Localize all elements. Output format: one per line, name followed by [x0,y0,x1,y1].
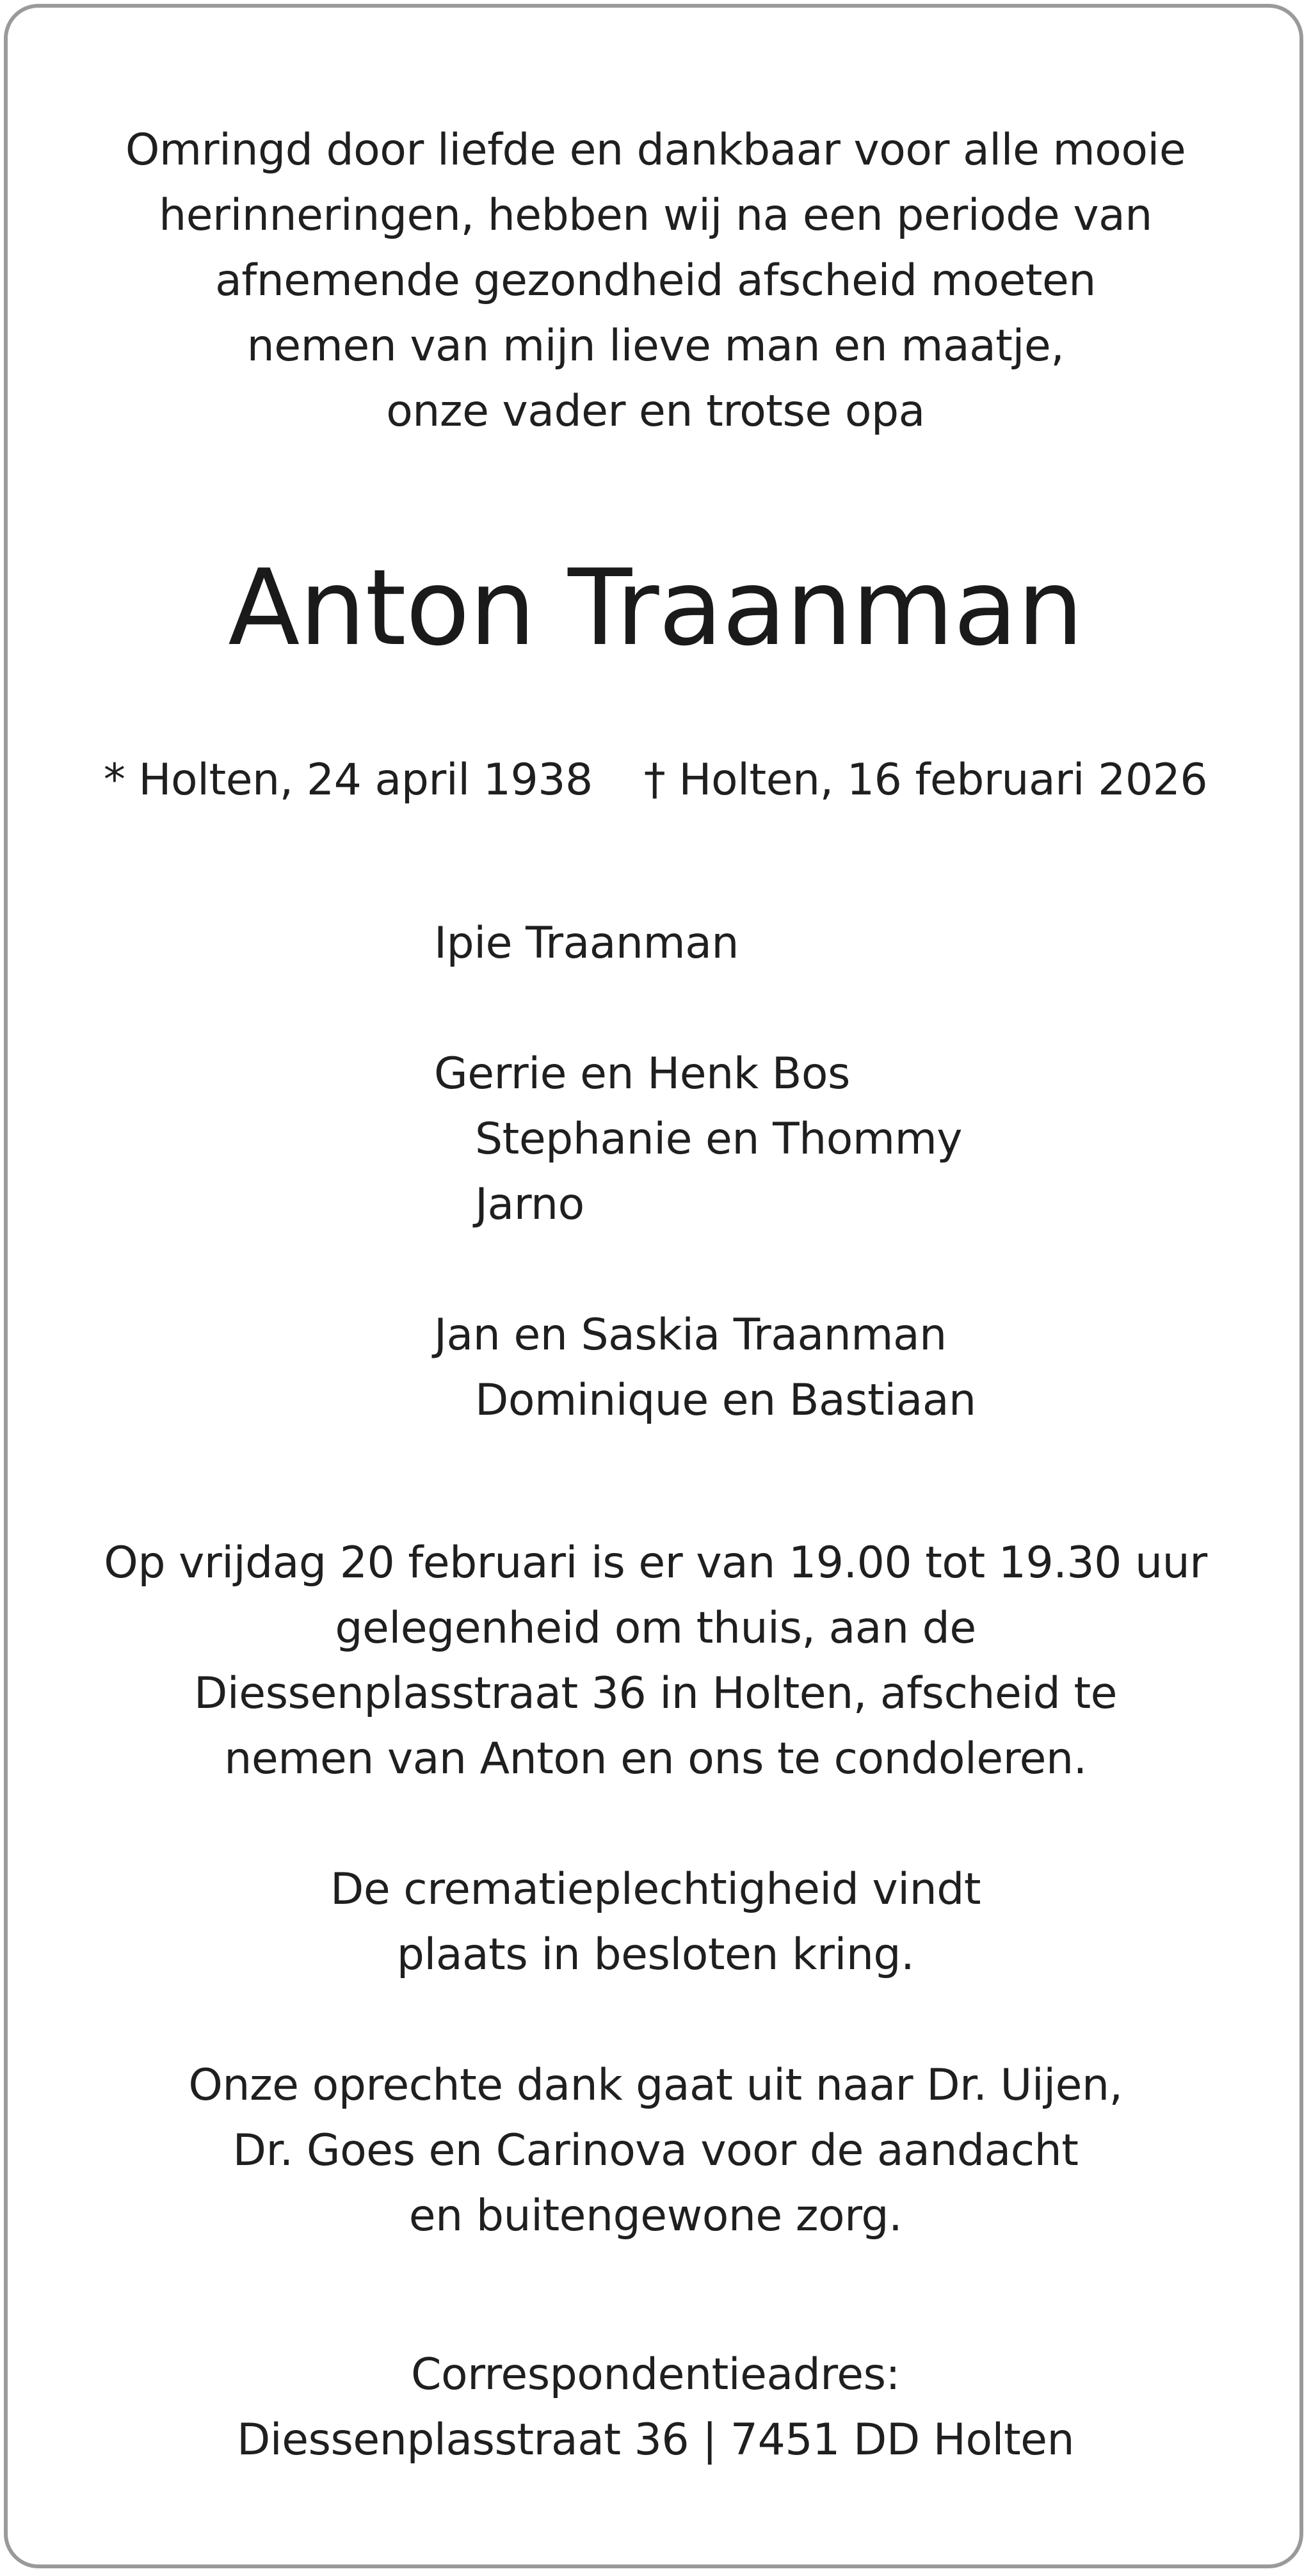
birth-date: * Holten, 24 april 1938 [103,755,593,805]
intro-line: nemen van mijn lieve man en maatje, [246,321,1065,371]
child-name: Gerrie en Henk Bos [434,1049,850,1099]
thanks-line: Dr. Goes en Carinova voor de aandacht [232,2125,1079,2176]
visitation-line: Diessenplasstraat 36 in Holten, afscheid te [194,1668,1117,1719]
service-info [0,1531,1311,2249]
visitation-line: Op vrijdag 20 februari is er van 19.00 tot 19.30 uur [104,1538,1207,1588]
correspondence-address [0,2342,1311,2473]
life-dates [0,748,1311,813]
correspondence-label: Correspondentieadres: [411,2349,900,2400]
intro-line: Omringd door liefde en dankbaar voor alle mooie [125,125,1186,175]
deceased-name: Anton Traanman [228,547,1083,669]
spouse-name: Ipie Traanman [434,918,739,969]
intro-line: afnemende gezondheid afscheid moeten [215,255,1096,306]
cremation-line: De crematieplechtigheid vindt [330,1864,981,1915]
correspondence-address-line: Diessenplasstraat 36 | 7451 DD Holten [236,2415,1075,2465]
family-list [434,911,976,1433]
intro-line: herinneringen, hebben wij na een periode van [159,190,1152,241]
intro-line: onze vader en trotse opa [386,386,925,437]
visitation-line: gelegenheid om thuis, aan de [335,1603,976,1654]
child-name: Jan en Saskia Traanman [434,1310,947,1360]
thanks-line: Onze oprechte dank gaat uit naar Dr. Uijen, [188,2060,1123,2111]
grandchild-name: Stephanie en Thommy [475,1114,963,1164]
intro-text [0,118,1311,444]
grandchild-name: Dominique en Bastiaan [475,1375,976,1426]
grandchild-name: Jarno [475,1179,584,1230]
cremation-line: plaats in besloten kring. [396,1929,915,1980]
thanks-line: en buitengewone zorg. [408,2191,903,2241]
visitation-line: nemen van Anton en ons te condoleren. [224,1734,1087,1784]
death-date: † Holten, 16 februari 2026 [643,755,1208,805]
